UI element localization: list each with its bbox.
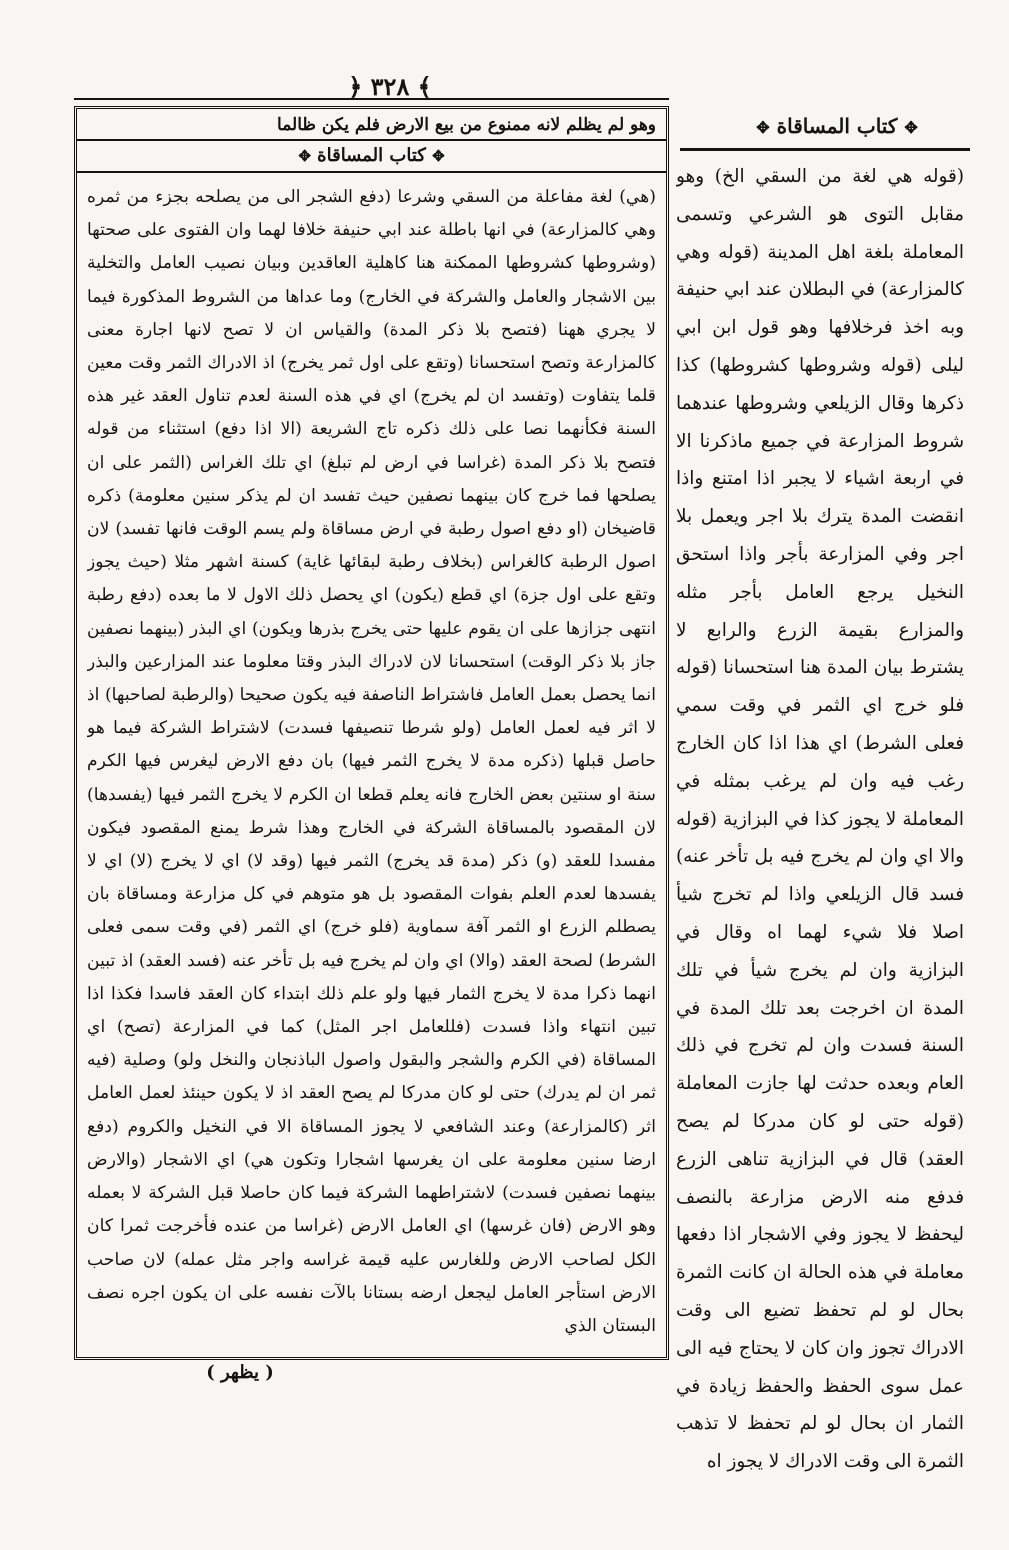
margin-text: (قوله هي لغة من السقي الخ) وهو مقابل التوى هو الشرعي وتسمى المعاملة بلغة اهل المدينة (قوله وهي كالمزارعة) في البطلان عند ابي حنيفة وبه اخذ فرخلافها وهو قول ابن ابي ليلى (قوله وشروطها كشروطها) كذا ذكرها وقال الزيلعي وشروطها عندهما شروط المزارعة في جميع ماذكرنا الا في اربعة اشياء لا يجبر اذا امتنع واذا انقضت المدة يترك بلا اجر ويعمل بلا اجر وفي المزارعة بأجر واذا استحق النخيل يرجع العامل بأجر مثله والمزارع بقيمة الزرع والرابع لا يشترط بيان المدة هنا استحسانا (قوله فلو خرج اي الثمر في وقت سمي فعلى الشرط) اي هذا اذا كان الخارج رغب فيه وان لم يرغب بمثله في المعاملة لا يجوز كذا في البزازية (قوله والا اي وان لم يخرج فيه بل تأخر عنه) فسد قال الزيلعي واذا لم تخرج شيأ اصلا فلا شيء لهما اه وقال في البزازية وان لم يخرج شيأ في تلك المدة ان اخرجت بعد تلك المدة في السنة فسدت وان لم تخرج في ذلك العام وبعده حدثت لها جازت المعاملة (قوله حتى لو كان مدركا لم يصح العقد) قال في البزازية تناهى الزرع فدفع منه الارض مزارعة بالنصف ليحفظ لا يجوز وفي الاشجار اذا دفعها معاملة في هذه الحالة ان كانت الثمرة بحال لو لم تحفظ تضيع الى وقت الادراك تجوز وان كان لا يحتاج فيه الى عمل سوى الحفظ والحفظ زيادة في الثمار ان بحال لو لم تحفظ لا تذهب الثمرة الى وقت الادراك لا يجوز اه [676, 166, 964, 1473]
main-body-text: (هي) لغة مفاعلة من السقي وشرعا (دفع الشجر الى من يصلحه بجزء من ثمره وهي كالمزارعة) في انها باطلة عند ابي حنيفة خلافا لهما وان الفتوى على صحتها (وشروطها كشروطها الممكنة هنا كاهلية العاقدين وبيان نصيب العامل والتخلية بين الاشجار والعامل والشركة في الخارج) وما عداها من الشروط المذكورة فيما لا يجري ههنا (فتصح بلا ذكر المدة) والقياس ان لا تصح لانها اجارة معنى كالمزارعة وتصح استحسانا (وتقع على اول ثمر يخرج) اذ الادراك الثمر وقت معين قلما يتفاوت (وتفسد ان لم يخرج) اي في هذه السنة لعدم تناول العقد غير هذه السنة فكأنهما نصا على ذلك ذكره تاج الشريعة (الا اذا دفع) استثناء من قوله فتصح بلا ذكر المدة (غراسا في ارض لم تبلغ) اي تلك الغراس (الثمر على ان يصلحها فما خرج كان بينهما نصفين حيث تفسد ان لم يذكر سنين معلومة) ذكره قاضيخان (او دفع اصول رطبة في ارض مساقاة ولم يسم الوقت فانها تفسد) لان اصول الرطبة كالغراس (بخلاف رطبة لبقائها غاية) كسنة اشهر مثلا (حيث يجوز وتقع على اول جزة) اي قطع (يكون) اي يحصل ذلك الاول لا ما بعده (دفع رطبة انتهى جزازها على ان يقوم عليها حتى يخرج بذرها ويكون) اي البذر (بينهما نصفين جاز بلا ذكر الوقت) استحسانا لان لادراك البذر وقتا معلوما عند المزارعين والبذر انما يحصل بعمل العامل فاشتراط الناصفة فيه يكون صحيحا (والرطبة لصاحبها) اذ لا اثر فيه لعمل العامل (ولو شرطا تنصيفها فسدت) لاشتراط الشركة فيما هو حاصل قبلها (ذكره مدة لا يخرج الثمر فيها) بان دفع الارض ليغرس فيها الكرم سنة او سنتين بعض الخارج فانه يعلم قطعا ان الكرم لا يخرج الثمر فيها (يفسدها) لان المقصود بالمساقاة الشركة في الخارج وهذا شرط يمنع المقصود فيكون مفسدا للعقد (و) ذكر (مدة قد يخرج) الثمر فيها (وقد لا) اي لا يخرج (لا) اي لا يفسدها لعدم العلم بفوات المقصود بل هو متوهم في كل مزارعة ومساقاة بان يصطلم الزرع او الثمر آفة سماوية (فلو خرج) اي الثمر (في وقت سمى فعلى الشرط) لصحة العقد (والا) اي وان لم يخرج فيه بل تأخر عنه (فسد العقد) اذ تبين انهما ذكرا مدة لا يخرج الثمار فيها ولو علم ذلك ابتداء كان العقد فاسدا فكذا اذا تبين انتهاء واذا فسدت (فللعامل اجر المثل) كما في المزارعة (تصح) اي المساقاة (في الكرم والشجر والبقول واصول الباذنجان والنخل ولو) وصلية (فيه ثمر ان لم يدرك) حتى لو كان مدركا لم يصح العقد اذ لا يكون حينئذ لعمل العامل اثر (كالمزارعة) وعند الشافعي لا يجوز المساقاة الا في النخيل والكروم (دفع ارضا سنين معلومة على ان يغرسها اشجارا وتكون هي) اي الاشجار (والارض بينهما نصفين فسدت) لاشتراطهما الشركة فيما كان حاصلا قبل الشركة لا بعمله وهو الارض (فان غرسها) اي العامل الارض (غراسا من عنده فأخرجت ثمرا كان الكل لصاحب الارض وللغارس عليه قيمة غراسه واجر مثل عمله) لان صاحب الارض استأجر العامل ليجعل ارضه بستانا بالآت نفسه على ان يكون اجره نصف البستان الذي [87, 187, 656, 1336]
catchword: ( يظهر ) [206, 1362, 274, 1383]
chapter-title: كتاب المساقاة [317, 145, 426, 166]
chapter-header [77, 145, 666, 173]
top-rule [74, 98, 669, 100]
margin-rule [680, 148, 970, 151]
ornament-icon: ✥ [756, 118, 770, 137]
margin-commentary [676, 158, 964, 1478]
main-text-frame [74, 106, 669, 1360]
main-body [87, 181, 656, 1349]
ornament-icon: ✥ [432, 147, 445, 165]
margin-header [712, 114, 962, 138]
ornament-icon: ✥ [904, 118, 918, 137]
continuation-line: وهو لم يظلم لانه ممنوع من بيع الارض فلم يكن ظالما [77, 115, 666, 141]
ornament-icon: ✥ [298, 147, 311, 165]
page-number: ﴿ ٣٢٨ ﴾ [348, 72, 432, 101]
margin-header-title: كتاب المساقاة [776, 114, 898, 138]
